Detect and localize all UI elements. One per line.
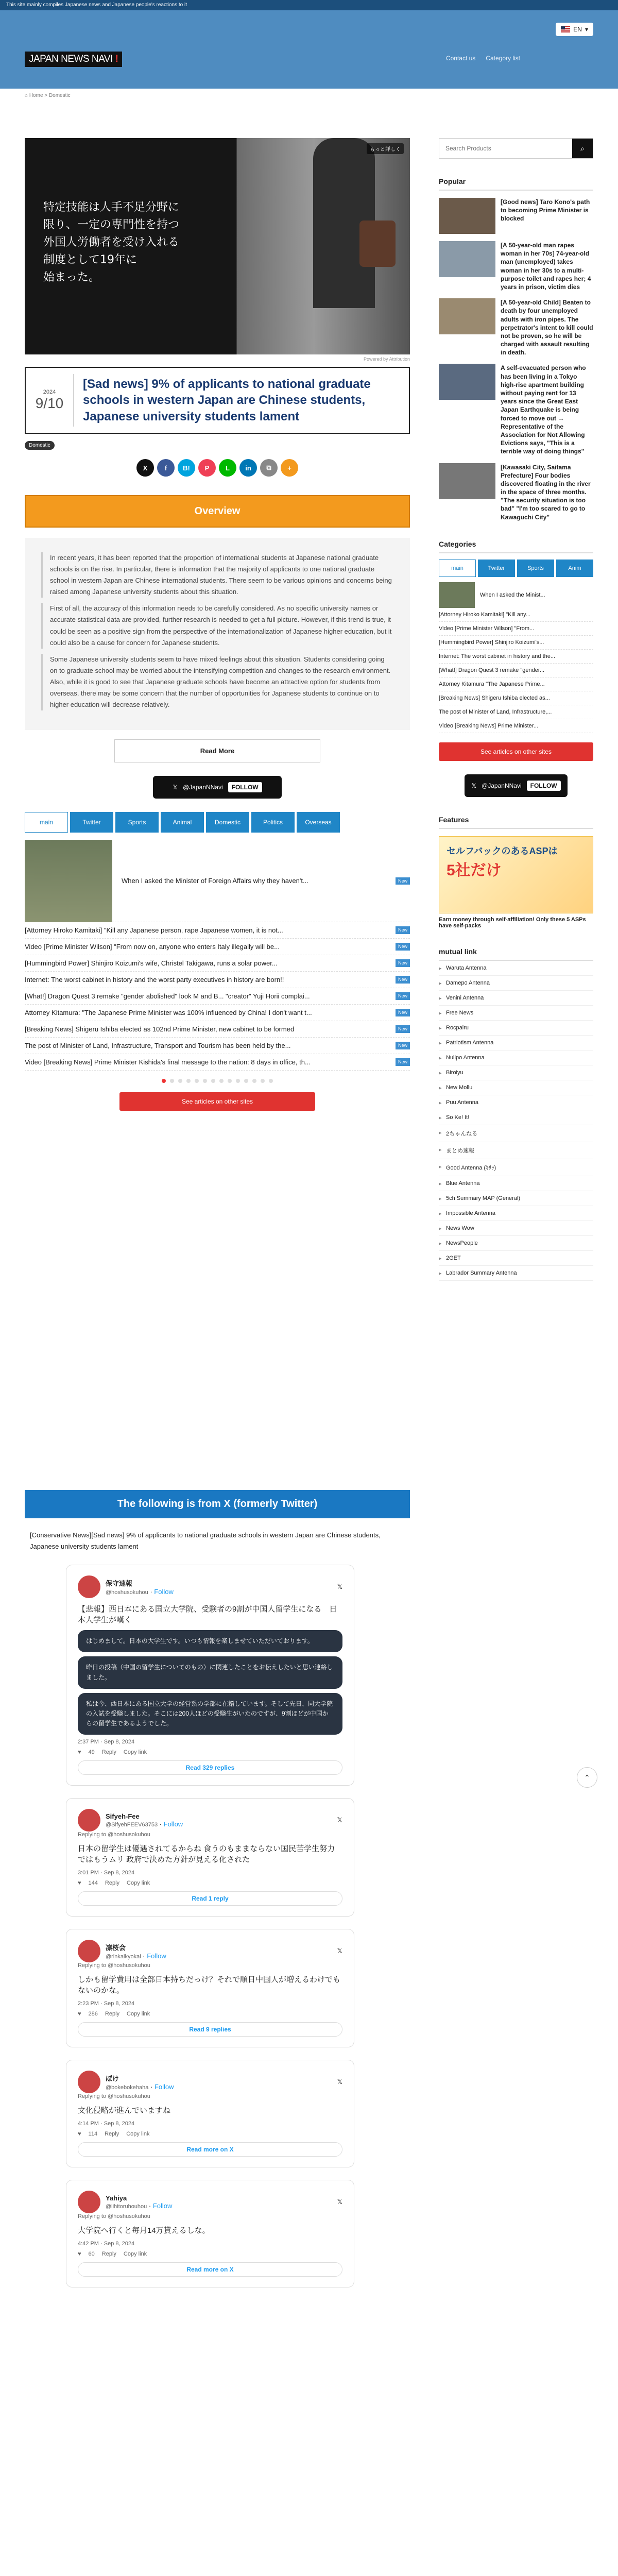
mutual-link[interactable]: ▸ 5ch Summary MAP (General) — [439, 1191, 593, 1206]
featured-thumbnail — [25, 840, 112, 922]
tab-sports[interactable]: Sports — [115, 812, 159, 833]
site-header — [0, 10, 618, 89]
breadcrumb-home[interactable]: Home — [29, 93, 43, 98]
main-content — [25, 138, 410, 1111]
features-heading: Features — [439, 816, 593, 829]
tweet-author: Yahiya @lihitoruhouhou · Follow — [106, 2194, 173, 2210]
read-replies-button[interactable]: Read more on X — [78, 2262, 342, 2277]
author-name[interactable]: Yahiya — [106, 2194, 127, 2202]
avatar[interactable] — [78, 1940, 100, 1962]
tweet-actions — [78, 2251, 342, 2257]
mutual-link[interactable]: ▸ Biroiyu — [439, 1065, 593, 1080]
new-badge: New — [396, 926, 410, 934]
tweet-actions — [78, 2011, 342, 2017]
mutual-link[interactable]: ▸ News Wow — [439, 1221, 593, 1236]
search-button[interactable] — [572, 139, 593, 158]
page-dot[interactable] — [203, 1079, 207, 1083]
list-item-title[interactable]: Video [Breaking News] Prime Minister Kishida's final message to the nation: 8 days in office, th... — [25, 1058, 311, 1066]
list-item[interactable] — [25, 988, 410, 1005]
x-follow-button[interactable]: 𝕏 @JapanNNavi FOLLOW — [153, 776, 282, 799]
page-dot[interactable] — [252, 1079, 256, 1083]
mutual-link[interactable]: ▸ Impossible Antenna — [439, 1206, 593, 1221]
topbar-notice: This site mainly compiles Japanese news and Japanese people's reactions to it — [0, 0, 618, 10]
site-logo[interactable] — [25, 52, 122, 67]
author-handle[interactable]: @lihitoruhouhou — [106, 2204, 147, 2210]
tweet-author: 凛桜会 @rinkaikyokai · Follow — [106, 1944, 166, 1960]
chevron-down-icon: ▾ — [585, 26, 588, 33]
follow-link[interactable]: Follow — [163, 1820, 183, 1828]
list-item-title[interactable]: [Breaking News] Shigeru Ishiba elected as 102nd Prime Minister, new cabinet to be formed — [25, 1025, 295, 1033]
follow-link[interactable]: Follow — [154, 2083, 174, 2091]
popular-item[interactable] — [439, 463, 593, 521]
mutual-link[interactable]: ▸ Waruta Antenna — [439, 961, 593, 976]
list-item-title[interactable]: Internet: The worst cabinet in history and the worst party executives in history are born!! — [25, 976, 284, 984]
popular-heading: Popular — [439, 177, 593, 191]
search-icon: ⌕ — [580, 144, 585, 152]
tweet-time[interactable]: 2:23 PM · Sep 8, 2024 — [78, 2001, 135, 2007]
like-count: 114 — [88, 2131, 98, 2138]
copy-icon[interactable]: ⧉ — [260, 459, 278, 477]
reply-button[interactable]: Reply — [105, 1880, 120, 1887]
breadcrumb-category[interactable]: Domestic — [48, 93, 71, 98]
tweet-card — [66, 2060, 354, 2167]
tweet-author: Sifyeh-Fee @SifyehFEEV63753 · Follow — [106, 1812, 183, 1828]
other-sites-button[interactable]: See articles on other sites — [119, 1092, 315, 1111]
list-item-title[interactable]: The post of Minister of Land, Infrastructure, Transport and Tourism has been held by the... — [25, 1042, 291, 1050]
list-item[interactable] — [25, 955, 410, 972]
language-label: EN — [573, 26, 582, 33]
tweet-author: ぼけ @bokebokehaha · Follow — [106, 2075, 174, 2091]
article-list — [25, 922, 410, 1071]
popular-title[interactable]: [A 50-year-old Child] Beaten to death by four unemployed adults with iron pipes. The perpetrator's intent to kill could not be proven, so he will be charged with assault resulting in death. — [501, 299, 593, 357]
list-item[interactable] — [25, 972, 410, 988]
x-icon[interactable]: X — [136, 459, 154, 477]
mutual-link-list — [439, 961, 593, 1281]
breadcrumb: ⌂ Home > Domestic — [25, 93, 71, 98]
tweet-actions — [78, 1880, 342, 1886]
mutual-link[interactable]: ▸ Good Antenna (ｷﾘｯ) — [439, 1159, 593, 1176]
copy-link-button[interactable]: Copy link — [127, 2011, 150, 2018]
header-nav — [446, 55, 520, 62]
more-icon[interactable]: + — [281, 459, 298, 477]
avatar[interactable] — [78, 1809, 100, 1832]
list-item-title[interactable]: Attorney Kitamura: "The Japanese Prime Minister was 100% influenced by China! I don't want t... — [25, 1009, 312, 1017]
sidebar-list-item[interactable]: The post of Minister of Land, Infrastructure,... — [439, 705, 593, 719]
popular-title[interactable]: [Good news] Taro Kono's path to becoming Prime Minister is blocked — [501, 198, 590, 223]
list-item[interactable] — [25, 1005, 410, 1021]
page-dot[interactable] — [195, 1079, 199, 1083]
article-title-box — [25, 367, 410, 434]
like-count: 60 — [88, 2251, 95, 2258]
x-logo-icon: 𝕏 — [337, 1816, 342, 1824]
sidebar-list-item[interactable]: Internet: The worst cabinet in history and the... — [439, 650, 593, 664]
search-box — [439, 138, 593, 159]
tweet-actions — [78, 2131, 342, 2137]
tweet-header — [78, 1809, 342, 1832]
mutual-link[interactable]: ▸ So Ke! It! — [439, 1110, 593, 1125]
new-badge: New — [396, 943, 410, 951]
page-dot[interactable] — [244, 1079, 248, 1083]
reply-button[interactable]: Reply — [101, 1749, 116, 1756]
line-icon[interactable]: L — [219, 459, 236, 477]
sidebar-list-item[interactable]: [Breaking News] Shigeru Ishiba elected as... — [439, 691, 593, 705]
pagination-dots — [25, 1079, 410, 1083]
overview-paragraph: First of all, the accuracy of this information needs to be carefully considered. As no specific university names or accurate statistical data are provided, further research is needed to get a full picture. However, if this trend is true, it could be seen as a positive sign from the perspective of the internationalization of Japanese higher education, but it could also be a cause for concern for Japanese students. — [41, 603, 393, 648]
popular-list — [439, 198, 593, 521]
page-dot[interactable] — [162, 1079, 166, 1083]
language-selector[interactable] — [556, 23, 593, 36]
avatar[interactable] — [78, 1575, 100, 1598]
breadcrumb-home-icon[interactable]: ⌂ — [25, 93, 29, 98]
replying-to: Replying to @hoshusokuhou — [78, 2093, 150, 2100]
logo-mark: ! — [115, 54, 118, 64]
logo-text: JAPAN NEWS NAVI — [29, 54, 113, 64]
list-item-title[interactable]: Video [Prime Minister Wilson] "From now on, anyone who enters Italy illegally will be... — [25, 943, 280, 951]
sidebar-category-tabs — [439, 560, 593, 577]
bag-shape — [359, 221, 396, 267]
popular-item[interactable] — [439, 364, 593, 455]
x-section-heading: The following is from X (formerly Twitter) — [25, 1490, 410, 1518]
reply-button[interactable]: Reply — [101, 2251, 116, 2258]
featured-article[interactable] — [25, 840, 410, 922]
read-replies-button[interactable]: Read 1 reply — [78, 1891, 342, 1906]
mutual-link[interactable]: ▸ Patriotism Antenna — [439, 1036, 593, 1050]
popular-thumbnail — [439, 198, 495, 234]
list-item-title[interactable]: [What!] Dragon Quest 3 remake "gender abolished" look M and B... "creator" Yuji Horii complai... — [25, 992, 310, 1001]
like-count: 144 — [88, 1880, 98, 1887]
nav-category-list[interactable]: Category list — [486, 55, 520, 62]
sidebar-list-item[interactable]: [Attorney Hiroko Kamitaki] "Kill any... — [439, 608, 593, 622]
overview-paragraph: In recent years, it has been reported that the proportion of international students at Japanese national graduate schools is on the rise. In particular, there is information that the majority of applicants to one national graduate school in western Japan are Chinese international students. There seem to be various opinions and concerns being raised among Japanese university students about this situation. — [41, 552, 393, 598]
author-name[interactable]: 凛桜会 — [106, 1944, 126, 1952]
popular-title[interactable]: [Kawasaki City, Saitama Prefecture] Four bodies discovered floating in the river in the space of three months. "The security situation is too bad" "I'm too scared to go to Kawaguchi City" — [501, 463, 591, 521]
category-tag[interactable]: Domestic — [25, 441, 55, 450]
author-name[interactable]: 保守速報 — [106, 1580, 133, 1588]
avatar[interactable] — [78, 2071, 100, 2093]
tweet-card — [66, 1798, 354, 1917]
new-badge: New — [396, 959, 410, 967]
popular-title[interactable]: [A 50-year-old man rapes woman in her 70s] 74-year-old man (unemployed) takes woman in her 30s to a multi-purpose toilet and rapes her; 4 years in prison, victim dies — [501, 242, 591, 291]
read-replies-button[interactable]: Read 9 replies — [78, 2022, 342, 2037]
replying-to: Replying to @hoshusokuhou — [78, 2213, 150, 2220]
tweet-time[interactable]: 3:01 PM · Sep 8, 2024 — [78, 1870, 135, 1876]
sidebar-list-item[interactable]: [What!] Dragon Quest 3 remake "gender... — [439, 664, 593, 677]
mutual-link[interactable]: ▸ New Mollu — [439, 1080, 593, 1095]
mutual-link[interactable]: ▸ Nullpo Antenna — [439, 1050, 593, 1065]
overview-heading: Overview — [25, 495, 410, 528]
reply-button[interactable]: Reply — [105, 2131, 119, 2138]
popular-item[interactable] — [439, 298, 593, 357]
author-handle[interactable]: @hoshusokuhou — [106, 1589, 148, 1596]
tweet-header — [78, 2071, 342, 2093]
chat-bubble: 私は今、西日本にある国立大学の経営系の学部に在籍しています。そして先日、同大学院の入試を受験しました。そこには200人ほどの受験生がいたのですが、9割ほどが中国からの留学生であるようでした。 — [78, 1693, 342, 1735]
categories-heading: Categories — [439, 540, 593, 553]
mutual-link[interactable]: ▸ 2GET — [439, 1251, 593, 1266]
page-dot[interactable] — [261, 1079, 265, 1083]
tweet-header — [78, 1575, 342, 1598]
mutual-link[interactable]: ▸ Labrador Summary Antenna — [439, 1266, 593, 1281]
mutual-link[interactable]: ▸ NewsPeople — [439, 1236, 593, 1251]
chat-bubble: 昨日の投稿（中国の留学生についてのもの）に関連したことをお伝えしたいと思い連絡しました。 — [78, 1656, 342, 1688]
tweet-card — [66, 1929, 354, 2047]
overview-body — [25, 538, 410, 730]
mutual-link[interactable]: ▸ 2ちゃんねる — [439, 1125, 593, 1142]
sidebar-other-sites-button[interactable]: See articles on other sites — [439, 742, 593, 761]
mutual-link[interactable]: ▸ Damepo Antenna — [439, 976, 593, 991]
like-count: 286 — [88, 2011, 98, 2018]
sidebar — [439, 138, 593, 1281]
tab-politics[interactable]: Politics — [251, 812, 295, 833]
list-item[interactable] — [25, 939, 410, 955]
sidebar-feature-title: When I asked the Minist... — [480, 591, 545, 598]
sidebar-tab-sports[interactable]: Sports — [517, 560, 554, 577]
popular-item[interactable] — [439, 241, 593, 291]
search-input[interactable] — [439, 139, 572, 158]
tweet-card — [66, 2180, 354, 2287]
replying-to: Replying to @hoshusokuhou — [78, 1832, 150, 1838]
chat-bubble: はじめまして。日本の大学生です。いつも情報を楽しませていただいております。 — [78, 1630, 342, 1652]
tweet-text: 【悲報】西日本にある国立大学院、受験者の9割が中国人留学生になる 日本人学生が嘆く — [78, 1605, 337, 1625]
new-badge: New — [396, 1042, 410, 1049]
ad-banner[interactable] — [439, 836, 593, 913]
page-dot[interactable] — [219, 1079, 224, 1083]
popular-title[interactable]: A self-evacuated person who has been living in a Tokyo high-rise apartment building without paying rent for 13 years since the Great East Japan Earthquake is being forced to move out → Representative of the Association for Not Allowing Evictions says, "This is a terrible way of doing things" — [501, 364, 586, 455]
new-badge: New — [396, 877, 410, 885]
scroll-top-button[interactable] — [577, 1767, 597, 1788]
hatena-icon[interactable]: B! — [178, 459, 195, 477]
sidebar-article-list — [439, 608, 593, 733]
tweet-text: 文化侵略が進んでいますね — [78, 2106, 171, 2115]
popular-thumbnail — [439, 298, 495, 334]
mutual-link[interactable]: ▸ Blue Antenna — [439, 1176, 593, 1191]
heart-icon[interactable]: ♥ — [78, 2011, 81, 2018]
tweet-header — [78, 2191, 342, 2213]
page-dot[interactable] — [186, 1079, 191, 1083]
linkedin-icon[interactable]: in — [239, 459, 257, 477]
tab-domestic[interactable]: Domestic — [206, 812, 249, 833]
page-dot[interactable] — [236, 1079, 240, 1083]
popular-thumbnail — [439, 463, 495, 499]
sidebar-tab-anim[interactable]: Anim — [556, 560, 593, 577]
tweet-list — [66, 1565, 354, 2287]
author-handle[interactable]: @rinkaikyokai — [106, 1954, 141, 1960]
popular-thumbnail — [439, 364, 495, 400]
list-item-title[interactable]: [Attorney Hiroko Kamitaki] "Kill any Japanese person, rape Japanese women, it is not... — [25, 926, 283, 935]
hero-image — [25, 138, 410, 354]
page-dot[interactable] — [170, 1079, 174, 1083]
facebook-icon[interactable]: f — [157, 459, 175, 477]
new-badge: New — [396, 1058, 410, 1066]
follow-link[interactable]: Follow — [154, 1588, 174, 1596]
author-name[interactable]: ぼけ — [106, 2075, 119, 2083]
author-handle[interactable]: @SifyehFEEV63753 — [106, 1822, 158, 1828]
sidebar-tab-twitter[interactable]: Twitter — [478, 560, 515, 577]
article-title: [Sad news] 9% of applicants to national graduate schools in western Japan are Chinese students, Japanese university students lament — [73, 374, 409, 427]
ad-subtitle: 5社だけ — [447, 861, 502, 879]
category-tabs — [25, 812, 410, 833]
read-replies-button[interactable]: Read more on X — [78, 2142, 342, 2157]
replying-to: Replying to @hoshusokuhou — [78, 1962, 150, 1969]
copy-link-button[interactable]: Copy link — [126, 2131, 150, 2138]
read-replies-button[interactable]: Read 329 replies — [78, 1760, 342, 1775]
sidebar-list-item[interactable]: Attorney Kitamura "The Japanese Prime... — [439, 677, 593, 691]
copy-link-button[interactable]: Copy link — [127, 1880, 150, 1887]
x-logo-icon: 𝕏 — [337, 2198, 342, 2206]
nav-contact[interactable]: Contact us — [445, 55, 476, 62]
us-flag-icon — [561, 26, 570, 32]
tweet-time[interactable]: 2:37 PM · Sep 8, 2024 — [78, 1739, 135, 1745]
list-item[interactable] — [25, 922, 410, 939]
new-badge: New — [396, 1009, 410, 1016]
new-badge: New — [396, 1025, 410, 1033]
sidebar-list-item[interactable]: Video [Prime Minister Wilson] "From... — [439, 622, 593, 636]
follow-link[interactable]: Follow — [152, 2202, 173, 2210]
author-name[interactable]: Sifyeh-Fee — [106, 1812, 140, 1821]
heart-icon[interactable]: ♥ — [78, 2251, 81, 2258]
x-logo-icon: 𝕏 — [337, 1947, 342, 1955]
new-badge: New — [396, 992, 410, 1000]
sidebar-list-item[interactable]: [Hummingbird Power] Shinjiro Koizumi's... — [439, 636, 593, 650]
list-item-title[interactable]: [Hummingbird Power] Shinjiro Koizumi's wife, Christel Takigawa, runs a solar power... — [25, 959, 278, 968]
page-dot[interactable] — [211, 1079, 215, 1083]
heart-icon[interactable]: ♥ — [78, 2131, 81, 2138]
page-dot[interactable] — [269, 1079, 273, 1083]
ad-caption[interactable]: Earn money through self-affiliation! Only these 5 ASPs have self-packs — [439, 916, 586, 929]
tweet-time[interactable]: 4:14 PM · Sep 8, 2024 — [78, 2121, 135, 2127]
sidebar-tab-main[interactable]: main — [439, 560, 476, 577]
reply-button[interactable]: Reply — [105, 2011, 120, 2018]
list-item[interactable] — [25, 1038, 410, 1054]
list-item[interactable] — [25, 1054, 410, 1071]
x-section-lead: [Conservative News][Sad news] 9% of applicants to national graduate schools in western Japan are Chinese students, Japanese university students lament — [30, 1531, 381, 1551]
tweet-actions — [78, 1749, 342, 1755]
mutual-link-heading: mutual link — [439, 947, 593, 961]
mutual-link[interactable]: ▸ Puu Antenna — [439, 1095, 593, 1110]
heart-icon[interactable]: ♥ — [78, 1880, 81, 1887]
page-dot[interactable] — [178, 1079, 182, 1083]
x-section — [25, 1490, 410, 2287]
sidebar-feature-thumb — [439, 582, 475, 608]
x-icon: 𝕏 — [471, 782, 477, 789]
share-buttons — [25, 459, 410, 477]
page-dot[interactable] — [228, 1079, 232, 1083]
tab-main[interactable]: main — [25, 812, 68, 833]
read-more-button[interactable]: Read More — [114, 739, 320, 762]
tab-twitter[interactable]: Twitter — [70, 812, 113, 833]
tweet-time[interactable]: 4:42 PM · Sep 8, 2024 — [78, 2241, 135, 2247]
popular-thumbnail — [439, 241, 495, 277]
sidebar-x-follow-button[interactable]: 𝕏 @JapanNNavi FOLLOW — [465, 774, 568, 797]
tweet-text: 日本の留学生は優遇されてるからね 食うのもままならない国民苦学生努力ではもうムリ 政府で決めた方針が見える化された — [78, 1844, 335, 1865]
tab-overseas[interactable]: Overseas — [297, 812, 340, 833]
x-icon: 𝕏 — [173, 784, 178, 791]
overview-paragraph: Some Japanese university students seem to have mixed feelings about this situation. Students considering going on to graduate school may be worried about the intensifying competition and changes to the research environment. Also, while it is good to see that Japanese graduate schools have become an attractive option for students from overseas, there may be some concern that the number of opportunities for Japanese students to continue on to higher education will decrease relatively. — [41, 654, 393, 710]
featured-title[interactable]: When I asked the Minister of Foreign Affairs why they haven't... — [122, 877, 308, 885]
mutual-link[interactable]: ▸ Free News — [439, 1006, 593, 1021]
x-logo-icon: 𝕏 — [337, 2078, 342, 2086]
ad-title: セルフバックのあるASPは — [447, 845, 558, 856]
sidebar-list-item[interactable]: Video [Breaking News] Prime Minister... — [439, 719, 593, 733]
new-badge: New — [396, 976, 410, 984]
like-count: 49 — [88, 1749, 95, 1756]
tweet-header — [78, 1940, 342, 1962]
mutual-link[interactable]: ▸ Venini Antenna — [439, 991, 593, 1006]
popular-item[interactable] — [439, 198, 593, 234]
pocket-icon[interactable]: P — [198, 459, 216, 477]
image-credit: Powered by Attribution — [363, 357, 410, 362]
list-item[interactable] — [25, 1021, 410, 1038]
tab-animal[interactable]: Animal — [161, 812, 204, 833]
arrow-up-icon: ⌃ — [584, 1773, 590, 1782]
mutual-link[interactable]: ▸ まとめ速報 — [439, 1142, 593, 1159]
tweet-text: しかも留学費用は全部日本持ちだっけ？それで順日中国人が増えるわけでもないのかな。 — [78, 1975, 341, 1995]
tweet-author: 保守速報 @hoshusokuhou · Follow — [106, 1580, 174, 1596]
sidebar-feature[interactable] — [439, 582, 593, 608]
avatar[interactable] — [78, 2191, 100, 2213]
follow-link[interactable]: Follow — [147, 1952, 166, 1960]
article-date: 2024 9/10 — [35, 389, 64, 411]
copy-link-button[interactable]: Copy link — [123, 2251, 147, 2258]
heart-icon[interactable]: ♥ — [78, 1749, 81, 1756]
hero-more-button[interactable]: もっと詳しく — [367, 143, 404, 154]
hero-caption: 特定技能は人手不足分野に 限り、一定の専門性を持つ 外国人労働者を受け入れる 制度として19年に 始まった。 — [43, 201, 180, 284]
tweet-text: 大学院へ行くと毎月14万貰えるしな。 — [78, 2226, 210, 2235]
mutual-link[interactable]: ▸ Rocpairu — [439, 1021, 593, 1036]
copy-link-button[interactable]: Copy link — [123, 1749, 147, 1756]
x-logo-icon: 𝕏 — [337, 1583, 342, 1591]
tweet-card — [66, 1565, 354, 1786]
author-handle[interactable]: @bokebokehaha — [106, 2084, 149, 2091]
